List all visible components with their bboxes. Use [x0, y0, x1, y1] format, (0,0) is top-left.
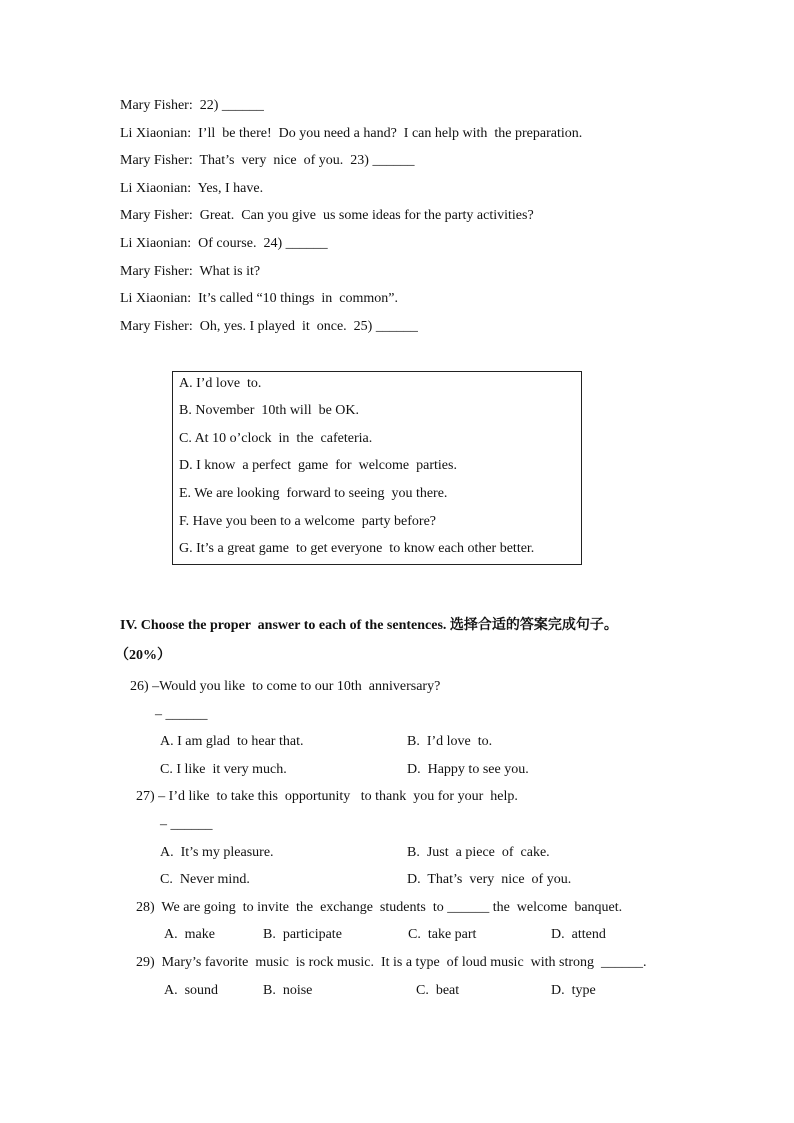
dialogue-line: Mary Fisher: That’s very nice of you. 23) ______: [120, 153, 415, 168]
question-27-option-a: A. It’s my pleasure.: [160, 845, 274, 860]
question-27-stem: 27) – I’d like to take this opportunity to thank you for your help.: [136, 789, 518, 804]
dialogue-line: Li Xiaonian: Of course. 24) ______: [120, 236, 328, 251]
question-27-option-d: D. That’s very nice of you.: [407, 872, 572, 887]
dialogue-line: Mary Fisher: What is it?: [120, 264, 261, 279]
question-27-option-b: B. Just a piece of cake.: [407, 845, 550, 860]
question-29-option-c: C. beat: [416, 983, 460, 998]
option-c: C. At 10 o’clock in the cafeteria.: [179, 431, 373, 446]
question-29-stem: 29) Mary’s favorite music is rock music. It is a type of loud music with strong ______.: [136, 955, 647, 970]
option-d: D. I know a perfect game for welcome parties.: [179, 458, 457, 473]
question-26-option-c: C. I like it very much.: [160, 762, 287, 777]
dialogue-line: Li Xiaonian: Yes, I have.: [120, 181, 264, 196]
question-29-option-d: D. type: [551, 983, 596, 998]
dialogue-line: Li Xiaonian: I’ll be there! Do you need a hand? I can help with the preparation.: [120, 126, 583, 141]
question-26-option-d: D. Happy to see you.: [407, 762, 529, 777]
question-27-option-c: C. Never mind.: [160, 872, 250, 887]
question-28-stem: 28) We are going to invite the exchange students to ______ the welcome banquet.: [136, 900, 623, 915]
option-b: B. November 10th will be OK.: [179, 403, 360, 418]
options-box: [172, 371, 582, 565]
question-26-stem: 26) –Would you like to come to our 10th anniversary?: [130, 679, 441, 694]
dialogue-line: Mary Fisher: Great. Can you give us some ideas for the party activities?: [120, 208, 534, 223]
option-f: F. Have you been to a welcome party before?: [179, 514, 436, 529]
section-percent: （20%）: [115, 648, 171, 663]
question-26-answer-line: – ______: [155, 707, 208, 722]
question-26-option-a: A. I am glad to hear that.: [160, 734, 304, 749]
question-29-option-b: B. noise: [263, 983, 313, 998]
question-28-option-d: D. attend: [551, 927, 606, 942]
dialogue-line: Li Xiaonian: It’s called “10 things in common”.: [120, 291, 398, 306]
question-28-option-a: A. make: [164, 927, 215, 942]
question-26-option-b: B. I’d love to.: [407, 734, 493, 749]
option-a: A. I’d love to.: [179, 376, 262, 391]
option-e: E. We are looking forward to seeing you there.: [179, 486, 448, 501]
option-g: G. It’s a great game to get everyone to know each other better.: [179, 541, 535, 556]
section-title: IV. Choose the proper answer to each of the sentences. 选择合适的答案完成句子。: [120, 618, 618, 633]
dialogue-line: Mary Fisher: Oh, yes. I played it once. 25) ______: [120, 319, 418, 334]
question-28-option-b: B. participate: [263, 927, 342, 942]
question-27-answer-line: – ______: [160, 817, 213, 832]
question-28-option-c: C. take part: [408, 927, 477, 942]
dialogue-line: Mary Fisher: 22) ______: [120, 98, 264, 113]
question-29-option-a: A. sound: [164, 983, 219, 998]
